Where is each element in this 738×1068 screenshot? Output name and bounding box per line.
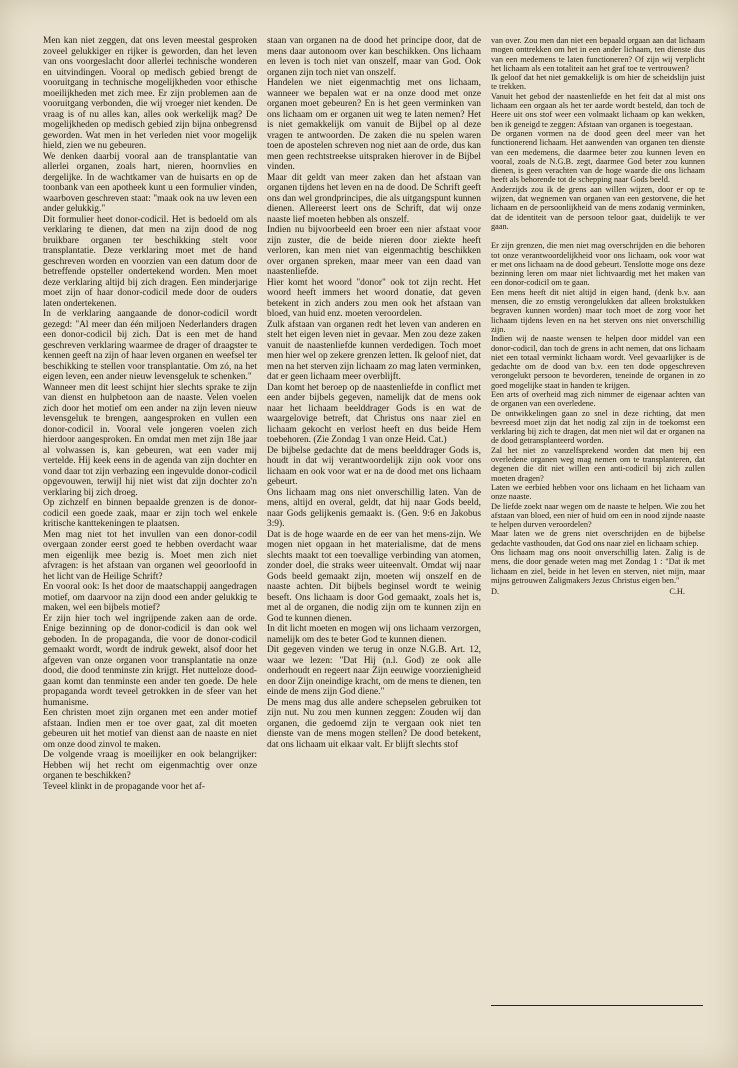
paragraph: Maar laten we de grens niet overschrijden en de bijbelse gedachte vasthouden, dat God ons naar ziel en lichaam schiep.	[491, 529, 705, 548]
paragraph: En vooral ook: Is het door de maatschappij aangedragen motief, om daarvoor na zijn dood een ander gelukkig te maken, wel een bijbels motief?	[43, 582, 257, 613]
paragraph: Er zijn hier toch wel ingrijpende zaken aan de orde. Enige bezinning op de donor-codicil is dan ook wel geboden. In de propaganda, die voor de donor-codicil gemaakt wordt, wordt de indruk gewekt, alsof door het afgeven van onze organen voor transplantatie na onze dood, die dood tenminste zin krijgt. Het nutteloze dood-gaan komt dan tenminste een ander ten goede. De hele propaganda wordt teveel getrokken in de sfeer van het humanisme.	[43, 613, 257, 708]
paragraph: Vanuit het gebod der naastenliefde en het feit dat al mist ons lichaam een orgaan als het ter aarde wordt besteld, dan toch de Heere uit ons stof weer een volmaakt lichaam op kan wekken, ben ik geneigd te zeggen: Afstaan van organen is toegestaan.	[491, 91, 705, 129]
paragraph: De mens mag dus alle andere schepselen gebruiken tot zijn nut. Nu zou men kunnen zeggen: Zouden wij dan organen, die gedoemd zijn te vergaan ook niet ten dienste van de mens mogen stellen? De dood betekent, dat ons lichaam uit elkaar valt. Er blijft slechts stof	[267, 697, 481, 750]
paragraph: We denken daarbij vooral aan de transplantatie van allerlei organen, zoals hart, nieren, hoornvlies en dergelijke. In de wachtkamer van de huisarts en op de toonbank van een apotheek kunt u een formulier vinden, waarboven geschreven staat: "maak ook na uw leven een ander gelukkig."	[43, 151, 257, 214]
paragraph: De bijbelse gedachte dat de mens beelddrager Gods is, houdt in dat wij verantwoordelijk zijn ook voor ons lichaam en ook voor wat er na de dood met ons lichaam gebeurt.	[267, 445, 481, 487]
paragraph: Laten we eerbied hebben voor ons lichaam en het lichaam van onze naaste.	[491, 482, 705, 502]
paragraph: De volgende vraag is moeilijker en ook belangrijker: Hebben wij het recht om eigenmachtig over onze organen te beschikken?	[43, 750, 257, 781]
paragraph: Maar dit geldt van meer zaken dan het afstaan van organen tijdens het leven en na de dood. De Schrift geeft ons dan wel grondprincipes, die als uitgangspunt kunnen dienen. Allereerst leert ons de Schrift, dat wij onze naaste lief moeten hebben als onszelf.	[267, 172, 481, 225]
paragraph: Indien wij de naaste wensen te helpen door middel van een donor-codicil, dan toch de grens in acht nemen, dat ons lichaam niet een totaal verminkt lichaam wordt. Veel gevaarlijker is de gedachte om de dood van b.v. een ten dode opgeschreven verongelukt persoon te bevorderen, teneinde de organen in zo goed mogelijke staat in handen te krijgen.	[491, 334, 705, 390]
paragraph: van over. Zou men dan niet een bepaald orgaan aan dat lichaam mogen onttrekken om het in een ander lichaam, ten dienste dus van een medemens te laten functioneren? Of zijn wij verplicht het lichaam als een totaliteit aan het graf toe te vertrouwen?	[491, 36, 705, 73]
paragraph: Anderzijds zou ik de grens aan willen wijzen, door er op te wijzen, dat wegnemen van organen van een gestorvene, die het lichaam en de persoonlijkheid van de mens zodanig verminken, dat de identiteit van de persoon teloor gaat, duidelijk te ver gaan.	[491, 184, 705, 231]
paragraph: Een christen moet zijn organen met een ander motief afstaan. Indien men er toe over gaat, zal dit moeten gebeuren uit het motief van dienst aan de naaste en niet om onze dood zinvol te maken.	[43, 708, 257, 750]
signature-line	[491, 587, 705, 596]
paragraph: Dat is de hoge waarde en de eer van het mens-zijn. We mogen niet opgaan in het materialisme, dat de mens slechts maakt tot een toevallige verbinding van atomen, zonder doel, die straks weer uiteenvalt. Omdat wij naar Gods beeld gemaakt zijn, moeten wij onszelf en de naaste achten. Dit bijbels beginsel wordt te weinig beseft. Ons lichaam is door God gemaakt, zoals het is, met al de organen, die nodig zijn om te kunnen zijn en God te kunnen dienen.	[267, 529, 481, 624]
paragraph: Dit gegeven vinden we terug in onze N.G.B. Art. 12, waar we lezen: "Dat Hij (n.l. God) ze ook alle onderhoudt en regeert naar Zijn eeuwige voorzienigheid en door Zijn oneindige kracht, om de mens te dienen, ten einde de mens zijn God diene."	[267, 645, 481, 697]
paragraph: Men mag niet tot het invullen van een donor-codil overgaan zonder eerst goed te hebben overdacht waar men eigenlijk mee bezig is. Moet men zich niet afvragen: is het afstaan van organen wel geoorloofd in het licht van de Heilige Schrift?	[43, 529, 257, 582]
paragraph: Teveel klinkt in de propagande voor het af-	[43, 781, 206, 792]
article-column-2	[267, 36, 481, 956]
author-initials: C.H.	[669, 587, 685, 596]
paragraph: Men kan niet zeggen, dat ons leven meestal gesproken zoveel gelukkiger en rijker is geworden, dan het leven van ons voorgeslacht door allerlei technische wonderen en uitvindingen. Vooral op medisch gebied brengt de vooruitgang in technische mogelijkheden voor ethische moeilijkheden met zich mee. Er zijn problemen aan de vooruitgang verbonden, die wij vroeger niet kenden. De vraag is of nu alles kan, alles ook werkelijk mag? De mogelijkheden op medisch gebied zijn bijna onbegrensd geworden. Wat men in het verleden niet voor mogelijk hield, zien we nu gebeuren.	[43, 36, 257, 151]
article-column-3	[491, 36, 705, 596]
paragraph: Handelen we niet eigenmachtig met ons lichaam, wanneer we bepalen wat er na onze dood met onze organen moet gebeuren? En is het geen verminken van ons lichaam om er organen uit weg te laten nemen? Het is niet gemakkelijk om vanuit de Bijbel op al deze vragen te antwoorden. De zaken die nu spelen waren toen de apostelen schreven nog niet aan de orde, dus kan men geen rechtstreekse uitspraken hierover in de Bijbel vinden.	[267, 78, 481, 172]
paragraph: Zal het niet zo vanzelfsprekend worden dat men bij een overledene organen weg mag nemen om te transplanteren, dat degenen die dit niet willen een anti-codicil bij zich zullen moeten dragen?	[491, 445, 705, 483]
paragraph: Er zijn grenzen, die men niet mag overschrijden en die behoren tot onze verantwoordelijkheid voor ons lichaam, ook voor wat er met ons lichaam na de dood gebeurt. Tenslotte moge ons deze bezinning leren om maar niet lichtvaardig met het maken van een donor-codicil om te gaan.	[491, 241, 705, 288]
paragraph: Wanneer men dit leest schijnt hier slechts sprake te zijn van dienst en hulpbetoon aan de naaste. Velen voelen zich door het motief om een ander na zijn leven nieuw levensgeluk te brengen, aangesproken en vullen een donor-codicil in. Vooral vele jongeren voelen zich hierdoor aangesproken. En omdat men met zijn 18e jaar al volwassen is, kan gebeuren, wat een vader mij vertelde. Hij keek eens in de agenda van zijn dochter en vond daar tot zijn verbazing een ingevulde donor-codicil opgevouwen, terwijl hij niet wist dat zijn dochter zo'n verklaring bij zich droeg.	[43, 382, 257, 498]
paragraph: Indien nu bijvoorbeeld een broer een nier afstaat voor zijn zuster, die de beide nieren door ziekte heeft verloren, kan men niet van eigenmachtig beschikken over organen spreken, maar meer van een daad van naastenliefde.	[267, 225, 481, 277]
end-rule	[491, 1005, 703, 1006]
paragraph: De liefde zoekt naar wegen om de naaste te helpen. Wie zou het afstaan van bloed, een nier of huid om een in nood zijnde naaste te helpen durven veroordelen?	[491, 501, 705, 530]
article-column-1	[43, 36, 257, 1006]
paragraph: In de verklaring aangaande de donor-codicil wordt gezegd: "Al meer dan één miljoen Nederlanders dragen een donor-codicil bij zich. Dat is een met de hand geschreven verklaring waarmee de drager of draagster te kennen geeft na zijn of haar leven organen en weefsel ter beschikking te stellen voor transplantatie. Om zó, na het eigen leven, een ander nieuw levensgeluk te schenken."	[43, 309, 257, 382]
signature-initial: D.	[491, 587, 500, 596]
paragraph: Ons lichaam mag ons nooit onverschillig laten. Zalig is de mens, die door genade weten mag met Zondag 1 : "Dat ik met lichaam en ziel, beide in het leven en sterven, niet mijn, maar mijns getrouwen Zaligmakers Jezus Christus eigen ben."	[491, 548, 705, 585]
paragraph: Hier komt het woord "donor" ook tot zijn recht. Het woord heeft immers het woord donatie, dat geven betekent in zich anders zou men ook het afstaan van bloed, van huid enz. moeten veroordelen.	[267, 277, 481, 319]
paragraph: Dit formulier heet donor-codicil. Het is bedoeld om als verklaring te dienen, dat men na zijn dood de nog bruikbare organen ter beschikking stelt voor transplantatie. Deze verklaring moet met de hand geschreven worden en voorzien van een datum door de betreffende opsteller ondertekend worden. Men moet deze verklaring altijd bij zich dragen. Een minderjarige moet zijn of haar donor-codicil mede door de ouders laten ondertekenen.	[43, 214, 257, 309]
paragraph: Op zichzelf en binnen bepaalde grenzen is de donor-codicil een goede zaak, maar er zijn toch wel enkele kritische kanttekeningen te plaatsen.	[43, 498, 257, 529]
paragraph: Een arts of overheid mag zich nimmer de eigenaar achten van de organen van een overledene.	[491, 389, 705, 409]
paragraph: De ontwikkelingen gaan zo snel in deze richting, dat men bevreesd moet zijn dat het nodig zal zijn in de toekomst een verklaring bij zich te dragen, dat men niet wil dat er organen na de dood getransplanteerd worden.	[491, 408, 705, 446]
paragraph: Een mens heeft dit niet altijd in eigen hand, (denk b.v. aan mensen, die zo ernstig verongelukken dat alleen brokstukken begraven kunnen worden) maar toch moet de zorg voor het lichaam tijdens leven en na het sterven ons niet onverschillig zijn.	[491, 287, 705, 334]
paragraph: Ik geloof dat het niet gemakkelijk is om hier de scheidslijn juist te trekken.	[491, 73, 705, 92]
paragraph: Dan komt het beroep op de naastenliefde in conflict met een ander bijbels gegeven, namelijk dat de mens ook naar het lichaam beelddrager Gods is en wat de waargelovige betreft, dat Christus ons naar ziel en lichaam gekocht en verlost heeft en dus beide Hem toebehoren. (Zie Zondag 1 van onze Heid. Cat.)	[267, 382, 481, 445]
paragraph: De organen vormen na de dood geen deel meer van het functionerend lichaam. Het aanwenden van organen ten dienste van een medemens, die daarmee beter zou kunnen leven en vooral, zoals de N.G.B. zegt, daarmee God beter zou kunnen dienen, is geen verachten van de hoge waarde die ons lichaam heeft als behorende tot de schepping naar Gods beeld.	[491, 128, 705, 185]
paragraph: Ons lichaam mag ons niet onverschillig laten. Van de mens, altijd en overal, geldt, dat hij naar Gods beeld, naar Gods gelijkenis gemaakt is. (Gen. 9:6 en Jakobus 3:9).	[267, 487, 481, 529]
paragraph: In dit licht moeten en mogen wij ons lichaam verzorgen, namelijk om des te beter God te kunnen dienen.	[267, 624, 481, 645]
paragraph: Zulk afstaan van organen redt het leven van anderen en stelt het eigen leven niet in gevaar. Men zou deze zaken vanuit de naastenliefde kunnen verdedigen. Toch moet men hier wel op zekere grenzen letten. Ik geloof niet, dat men na het sterven zijn lichaam zo mag laten verminken, dat er geen lichaam meer overblijft.	[267, 319, 481, 382]
paragraph: staan van organen na de dood het principe door, dat de mens daar autonoom over kan beschikken. Ons lichaam en leven is toch niet van onszelf, maar van God. Ook organen zijn toch niet van onszelf.	[267, 36, 481, 78]
